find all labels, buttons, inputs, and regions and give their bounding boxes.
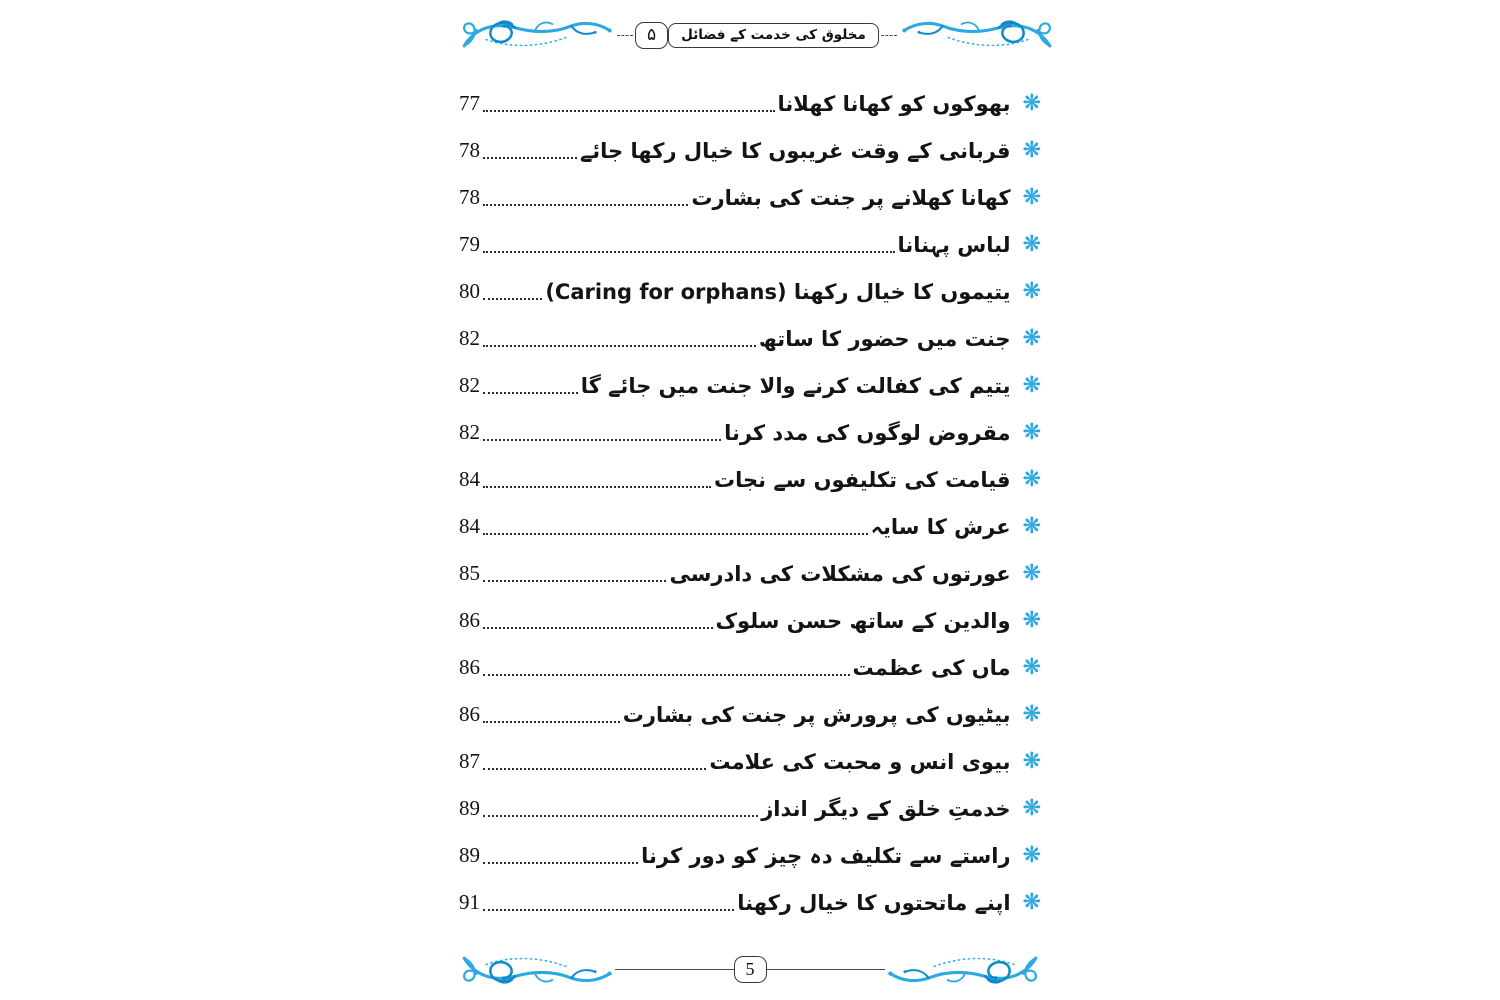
page-header	[457, 14, 1043, 56]
snowflake-ornament-icon: ❋	[1022, 842, 1041, 868]
toc-entry-title: والدین کے ساتھ حسن سلوک	[715, 608, 1011, 633]
snowflake-ornament-icon: ❋	[1022, 137, 1041, 163]
flourish-ornament-icon	[899, 15, 1057, 55]
dotted-leader	[483, 862, 638, 864]
dotted-leader	[483, 721, 620, 723]
dotted-leader	[483, 157, 577, 159]
toc-entry-title: راستے سے تکلیف دہ چیز کو دور کرنا	[641, 843, 1011, 868]
dotted-leader	[483, 439, 721, 441]
toc-entry-page-number: 89	[459, 796, 480, 820]
toc-entry[interactable]	[459, 80, 1041, 127]
flourish-ornament-icon	[457, 15, 615, 55]
flourish-ornament-icon	[457, 949, 615, 989]
toc-entry[interactable]	[459, 738, 1041, 785]
toc-entry-title: عورتوں کی مشکلات کی دادرسی	[669, 561, 1011, 586]
toc-entry[interactable]	[459, 550, 1041, 597]
page-sheet	[457, 0, 1043, 1000]
page-footer	[457, 948, 1043, 990]
dotted-leader	[483, 815, 758, 817]
snowflake-ornament-icon: ❋	[1022, 325, 1041, 351]
dotted-leader	[483, 533, 868, 535]
toc-entry[interactable]	[459, 503, 1041, 550]
toc-entry[interactable]	[459, 644, 1041, 691]
snowflake-ornament-icon: ❋	[1022, 466, 1041, 492]
snowflake-ornament-icon: ❋	[1022, 419, 1041, 445]
toc-entry-title: اپنے ماتحتوں کا خیال رکھنا	[737, 890, 1011, 915]
toc-entry-title: عرش کا سایہ	[870, 514, 1011, 539]
toc-entry-page-number: 78	[459, 185, 480, 209]
toc-entry-page-number: 77	[459, 91, 480, 115]
toc-entry-title: قیامت کی تکلیفوں سے نجات	[714, 467, 1011, 492]
dotted-leader	[483, 251, 895, 253]
toc-entry-page-number: 87	[459, 749, 480, 773]
snowflake-ornament-icon: ❋	[1022, 607, 1041, 633]
toc-entry-title: قربانی کے وقت غریبوں کا خیال رکھا جائے	[579, 138, 1011, 163]
dotted-leader	[483, 298, 542, 300]
toc-entry[interactable]	[459, 174, 1041, 221]
toc-entry-title: خدمتِ خلق کے دیگر انداز	[761, 796, 1011, 821]
toc-entry-page-number: 78	[459, 138, 480, 162]
footer-rule	[767, 969, 886, 970]
toc-entry-page-number: 86	[459, 702, 480, 726]
toc-entry[interactable]	[459, 362, 1041, 409]
toc-entry-page-number: 82	[459, 373, 480, 397]
footer-rule	[615, 969, 734, 970]
snowflake-ornament-icon: ❋	[1022, 231, 1041, 257]
toc-entry[interactable]	[459, 127, 1041, 174]
toc-entry-title: لباس پہنانا	[897, 232, 1011, 257]
dotted-leader	[483, 768, 706, 770]
snowflake-ornament-icon: ❋	[1022, 90, 1041, 116]
dotted-leader	[483, 110, 775, 112]
toc-entry-title: یتیموں کا خیال رکھنا (Caring for orphans)	[545, 279, 1011, 304]
snowflake-ornament-icon: ❋	[1022, 184, 1041, 210]
toc-entry-page-number: 89	[459, 843, 480, 867]
toc-entry[interactable]	[459, 691, 1041, 738]
toc-entry-page-number: 85	[459, 561, 480, 585]
toc-entry-page-number: 86	[459, 608, 480, 632]
toc-entry-page-number: 86	[459, 655, 480, 679]
toc-entry[interactable]	[459, 315, 1041, 362]
toc-entry-title: ماں کی عظمت	[852, 655, 1011, 680]
toc-entry-page-number: 82	[459, 420, 480, 444]
toc-entry[interactable]	[459, 221, 1041, 268]
dotted-leader	[483, 392, 578, 394]
toc-entry-page-number: 84	[459, 514, 480, 538]
toc-entry-page-number: 79	[459, 232, 480, 256]
dotted-leader	[483, 674, 850, 676]
snowflake-ornament-icon: ❋	[1022, 278, 1041, 304]
snowflake-ornament-icon: ❋	[1022, 654, 1041, 680]
snowflake-ornament-icon: ❋	[1022, 701, 1041, 727]
toc-entry-page-number: 91	[459, 890, 480, 914]
toc-entry-page-number: 84	[459, 467, 480, 491]
running-title: مخلوق کی خدمت کے فضائل	[668, 23, 879, 48]
toc-entry-title: جنت میں حضور کا ساتھ	[758, 326, 1011, 351]
toc-entry[interactable]	[459, 597, 1041, 644]
toc-entry-title: بیٹیوں کی پرورش پر جنت کی بشارت	[622, 702, 1011, 727]
toc-entry[interactable]	[459, 456, 1041, 503]
dotted-leader	[483, 345, 756, 347]
toc-entry[interactable]	[459, 879, 1041, 926]
toc-entry-page-number: 80	[459, 279, 480, 303]
dotted-leader	[483, 204, 688, 206]
flourish-ornament-icon	[885, 949, 1043, 989]
toc-entry[interactable]	[459, 785, 1041, 832]
snowflake-ornament-icon: ❋	[1022, 889, 1041, 915]
header-dash-divider	[881, 35, 897, 36]
table-of-contents	[457, 80, 1043, 926]
dotted-leader	[483, 580, 666, 582]
toc-entry-title: بھوکوں کو کھانا کھلانا	[777, 91, 1011, 116]
dotted-leader	[483, 486, 711, 488]
toc-entry[interactable]	[459, 268, 1041, 315]
snowflake-ornament-icon: ❋	[1022, 748, 1041, 774]
snowflake-ornament-icon: ❋	[1022, 795, 1041, 821]
toc-entry-title: یتیم کی کفالت کرنے والا جنت میں جائے گا	[580, 373, 1011, 398]
header-page-number-badge: ۵	[635, 22, 668, 49]
toc-entry-page-number: 82	[459, 326, 480, 350]
snowflake-ornament-icon: ❋	[1022, 513, 1041, 539]
footer-page-number-badge: 5	[734, 956, 767, 983]
toc-entry[interactable]	[459, 409, 1041, 456]
header-dash-divider	[617, 35, 633, 36]
snowflake-ornament-icon: ❋	[1022, 372, 1041, 398]
dotted-leader	[483, 909, 734, 911]
toc-entry[interactable]	[459, 832, 1041, 879]
toc-entry-title: کھانا کھلانے پر جنت کی بشارت	[691, 185, 1011, 210]
dotted-leader	[483, 627, 713, 629]
toc-entry-title: بیوی انس و محبت کی علامت	[709, 749, 1011, 774]
toc-entry-title: مقروض لوگوں کی مدد کرنا	[724, 420, 1011, 445]
snowflake-ornament-icon: ❋	[1022, 560, 1041, 586]
